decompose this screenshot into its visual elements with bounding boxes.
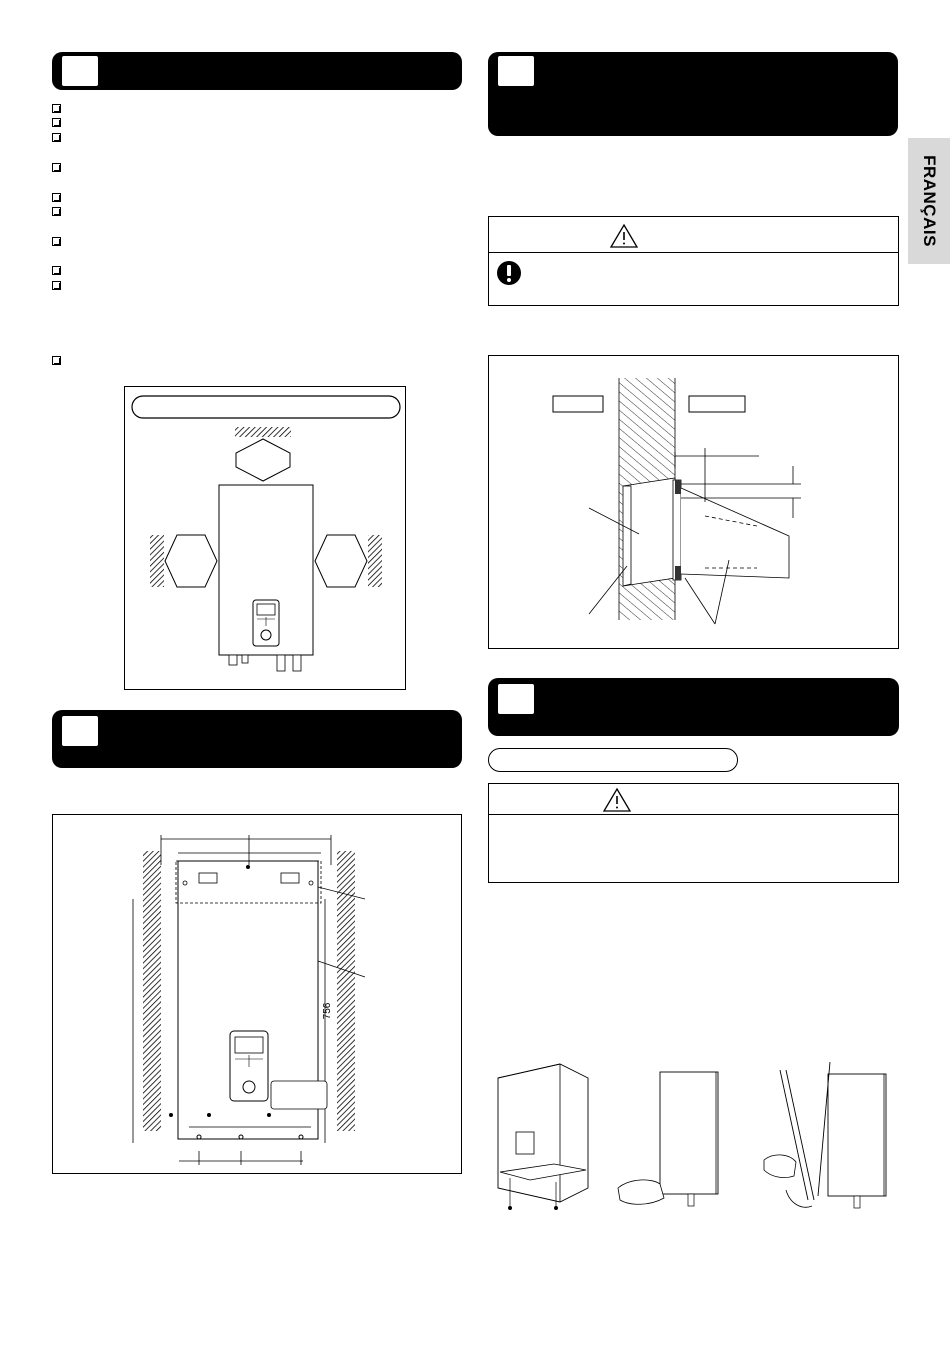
wall-pipe-figure (488, 355, 899, 649)
section-header-4 (488, 678, 899, 736)
mandatory-exclamation-icon (496, 260, 522, 286)
section-number-box (62, 56, 98, 86)
section-number-box (498, 56, 534, 86)
warning-triangle-icon (609, 223, 639, 249)
checkbox-bullet-icon (52, 356, 61, 365)
dimension-756: 756 (322, 1002, 333, 1020)
checkbox-bullet-icon (52, 118, 61, 127)
checkbox-bullet-icon (52, 163, 61, 172)
clearance-figure (124, 386, 406, 690)
warning-box-1 (488, 216, 899, 306)
language-tab (908, 138, 950, 264)
cover-removal-illustrations (490, 1060, 900, 1220)
section-header-3 (52, 710, 462, 768)
section-header-2 (488, 52, 898, 136)
warning-bar (488, 216, 899, 253)
checkbox-bullet-icon (52, 237, 61, 246)
warning-box-2 (488, 783, 899, 883)
warning-bar (488, 783, 899, 815)
checkbox-bullet-icon (52, 104, 61, 113)
clearance-drawing (125, 387, 407, 691)
checkbox-bullet-icon (52, 207, 61, 216)
subheading-pill (488, 748, 738, 772)
mounting-figure (52, 814, 462, 1174)
section-number-box (498, 684, 534, 714)
checkbox-bullet-icon (52, 266, 61, 275)
checkbox-bullet-icon (52, 193, 61, 202)
warning-triangle-icon (602, 787, 632, 813)
checkbox-bullet-icon (52, 281, 61, 290)
section-header-1 (52, 52, 462, 90)
section-number-box (62, 716, 98, 746)
checkbox-bullet-icon (52, 133, 61, 142)
mounting-drawing (53, 815, 463, 1175)
wall-pipe-drawing (489, 356, 900, 650)
language-tab-label: FRANÇAIS (920, 155, 939, 247)
